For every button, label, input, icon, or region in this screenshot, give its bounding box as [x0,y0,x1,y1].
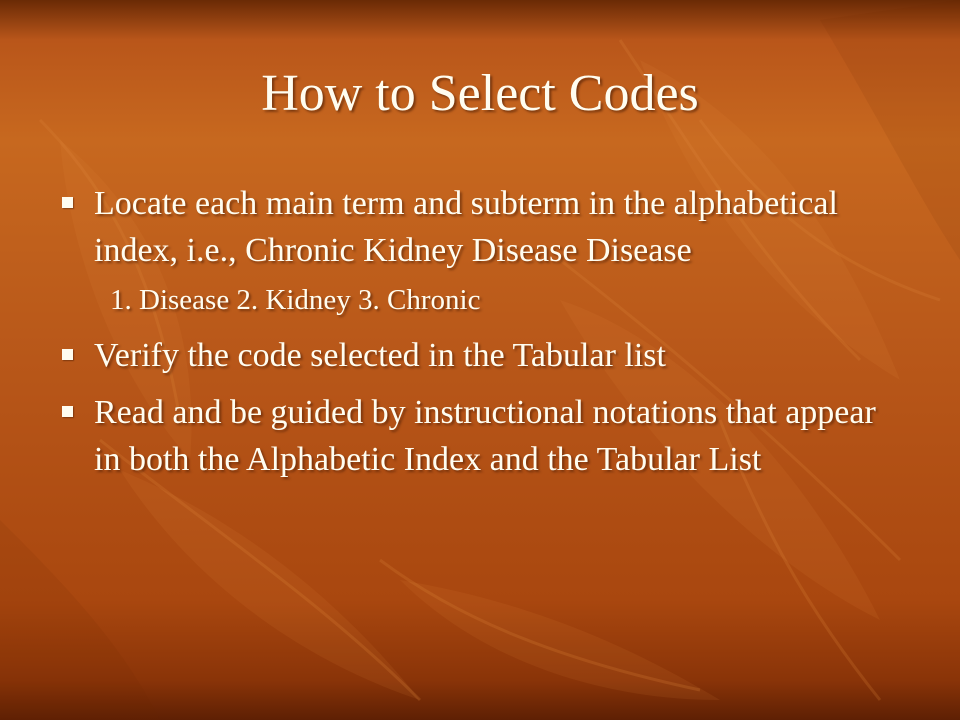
bullet-list [60,180,900,483]
bullet-item-read [60,389,900,483]
slide-title: How to Select Codes [261,65,699,122]
square-bullet-icon [62,349,73,360]
square-bullet-icon [62,406,73,417]
bullet-item-verify [60,332,900,379]
spacer [60,379,900,389]
bullet-text: Locate each main term and subterm in the alphabetical index, i.e., Chronic Kidney Disease Disease [94,185,838,269]
bullet-text: Verify the code selected in the Tabular list [94,337,666,374]
square-bullet-icon [62,197,73,208]
sub-item-order: 1. Disease 2. Kidney 3. Chronic [110,284,481,316]
bullet-text: Read and be guided by instructional notations that appear in both the Alphabetic Index and the Tabular List [94,394,876,478]
bullet-item-locate [60,180,900,274]
